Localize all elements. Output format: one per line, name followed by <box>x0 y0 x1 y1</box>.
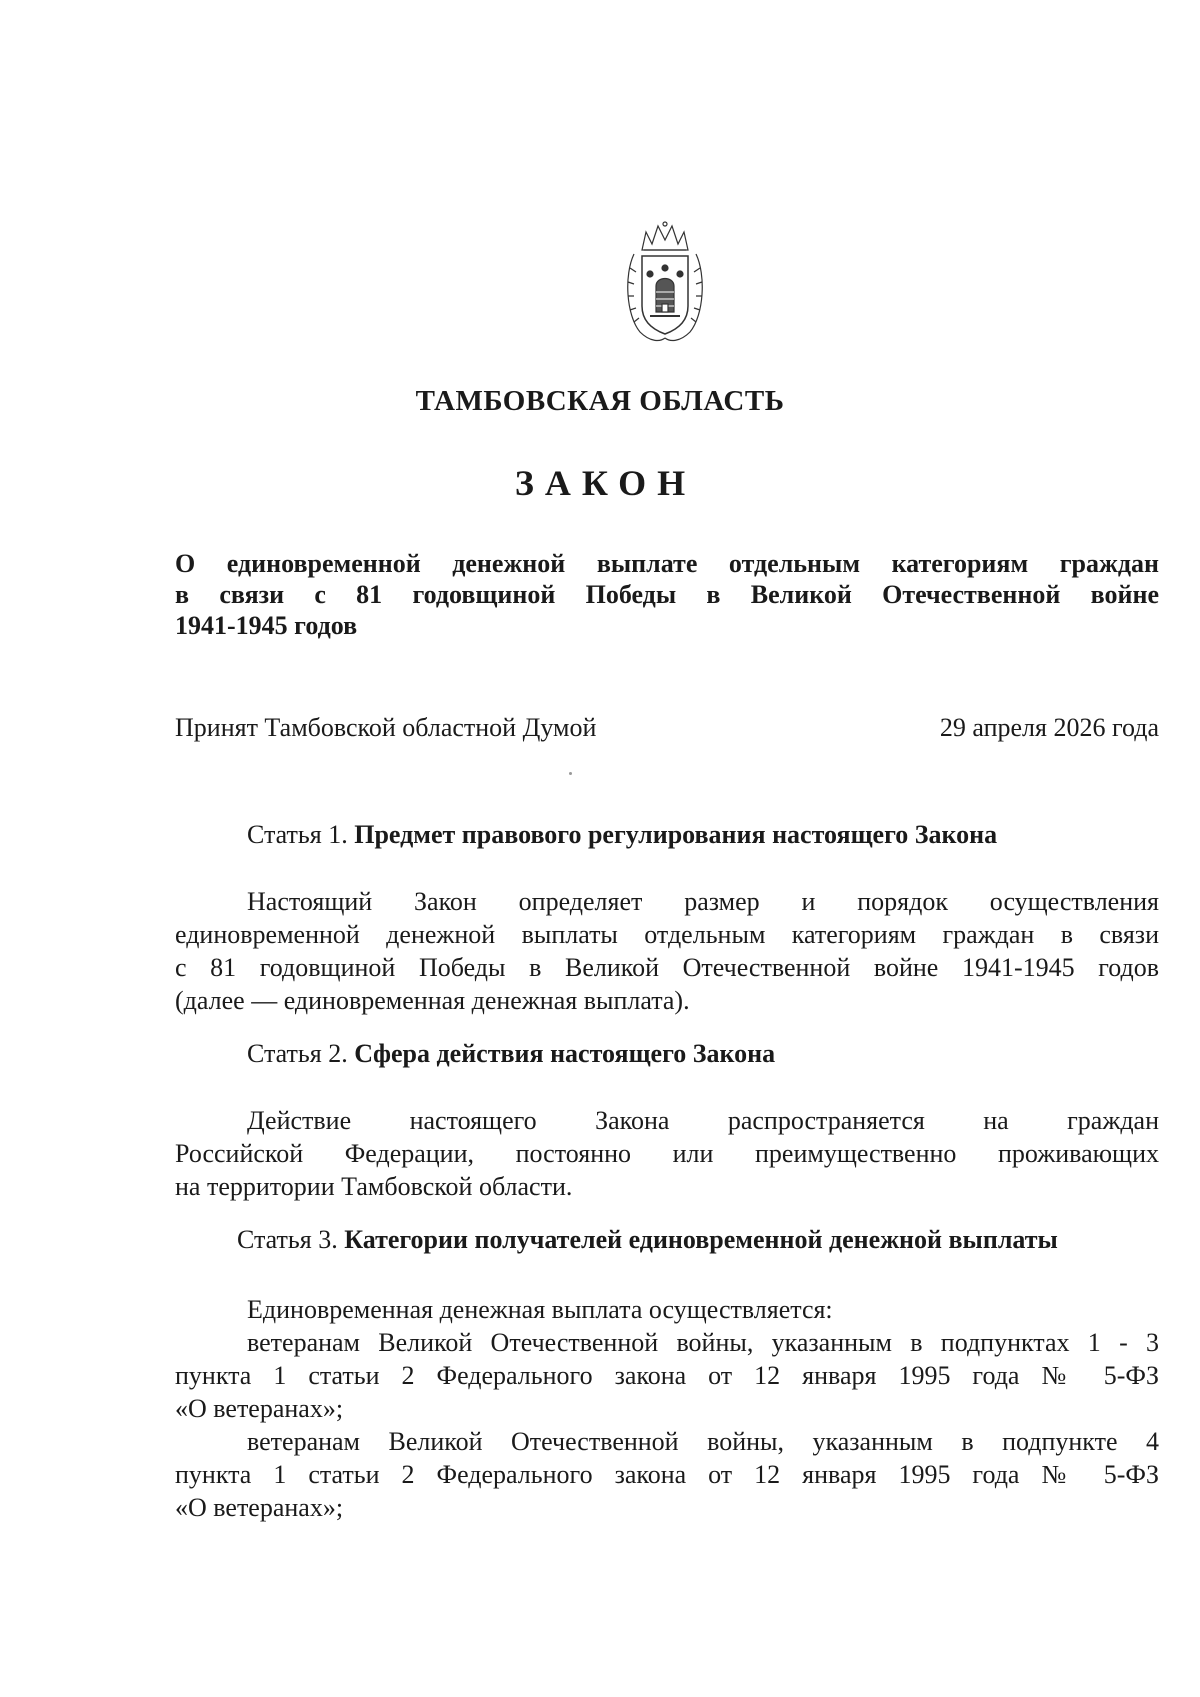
law-title-line: в связи с 81 годовщиной Победы в Великой Отечественной войне <box>175 580 1159 609</box>
paragraph-line: (далее — единовременная денежная выплата). <box>175 986 690 1015</box>
region-name: ТАМБОВСКАЯ ОБЛАСТЬ <box>415 385 785 417</box>
law-title-line: 1941-1945 годов <box>175 611 358 640</box>
list-item-line: пункта 1 статьи 2 Федерального закона от 12 января 1995 года № 5-ФЗ <box>175 1460 1159 1489</box>
article-2-text <box>175 1104 1159 1203</box>
article-name: Сфера действия настоящего Закона <box>354 1039 776 1068</box>
article-3-heading <box>175 1223 1159 1256</box>
paragraph-line: Настоящий Закон определяет размер и порядок осуществления <box>247 887 1159 916</box>
list-item-line: ветеранам Великой Отечественной войны, указанным в подпункте 4 <box>247 1427 1159 1456</box>
article-label: Статья 2. <box>247 1039 348 1068</box>
paragraph-line: Единовременная денежная выплата осуществляется: <box>247 1295 833 1324</box>
article-2-heading <box>175 1037 1159 1070</box>
list-item-line: пункта 1 статьи 2 Федерального закона от 12 января 1995 года № 5-ФЗ <box>175 1361 1159 1390</box>
law-title-line: О единовременной денежной выплате отдельным категориям граждан <box>175 549 1159 578</box>
article-name: Категории получателей единовременной денежной выплаты <box>344 1225 1058 1254</box>
list-item-line: ветеранам Великой Отечественной войны, указанным в подпунктах 1 - 3 <box>247 1328 1159 1357</box>
paragraph-line: Действие настоящего Закона распространяется на граждан <box>247 1106 1159 1135</box>
article-name: Предмет правового регулирования настоящего Закона <box>354 820 998 849</box>
paragraph-line: на территории Тамбовской области. <box>175 1172 573 1201</box>
adopted-by: Принят Тамбовской областной Думой <box>175 713 597 742</box>
adoption-date: 29 апреля 2026 года <box>939 713 1159 742</box>
list-item-line: «О ветеранах»; <box>175 1394 344 1423</box>
article-label: Статья 1. <box>247 820 348 849</box>
document-type-heading: ЗАКОН <box>514 463 697 503</box>
article-1-text <box>175 885 1159 1017</box>
paragraph-line: единовременной денежной выплаты отдельным категориям граждан в связи <box>175 920 1159 949</box>
paragraph-line: с 81 годовщиной Победы в Великой Отечественной войне 1941-1945 годов <box>175 953 1159 982</box>
scan-speck <box>569 772 572 775</box>
article-3-text <box>175 1293 1159 1524</box>
list-item-line: «О ветеранах»; <box>175 1493 344 1522</box>
coat-of-arms-emblem <box>620 220 710 350</box>
law-title <box>175 548 1159 641</box>
article-1-heading <box>175 818 1159 851</box>
article-label: Статья 3. <box>237 1225 338 1254</box>
paragraph-line: Российской Федерации, постоянно или преимущественно проживающих <box>175 1139 1159 1168</box>
